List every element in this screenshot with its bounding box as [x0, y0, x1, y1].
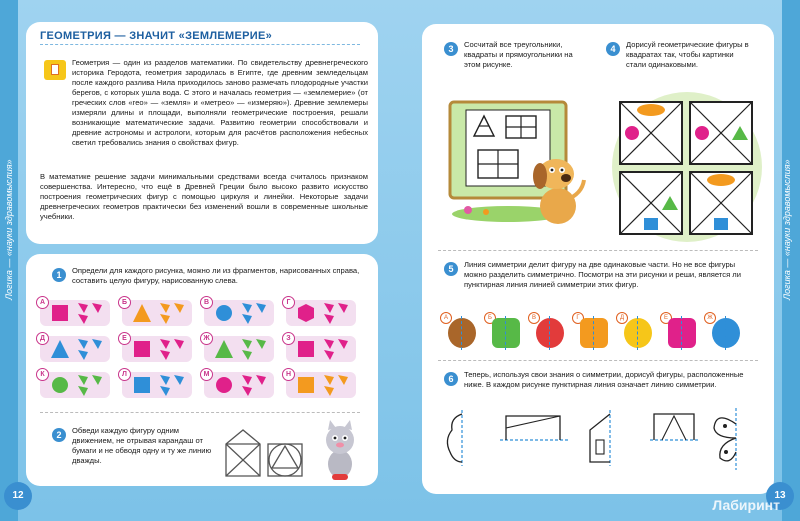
- task5-text: Линия симметрии делит фигуру на две одинаковые части. Но не все фигуры можно разделить симметрично. Посмотри на эти рисунки и реши, является ли пунктирная линия линией симметрии этих фигур.: [464, 260, 741, 289]
- tile-shapes: [122, 300, 192, 326]
- intro-paragraph-2: В математике решение задачи минимальными средствами всегда считалось признаком совершенства. Интересно, что ещё в Древней Греции было высоко развито искусство построения геометрических фигур с помощью циркуля и линейки. Некоторые задачи древнегреческих геометров практически без изменений вошли в современные школьные учебники.: [40, 172, 368, 221]
- tile-letter: М: [200, 368, 213, 381]
- page-number-left: 12: [4, 482, 32, 510]
- tile-letter: Ж: [200, 332, 213, 345]
- tile-letter: А: [36, 296, 49, 309]
- tile-shapes: [204, 300, 274, 326]
- sym-letter: Е: [660, 312, 672, 324]
- sym-figure: [536, 318, 564, 348]
- tile-letter: Б: [118, 296, 131, 309]
- sym-figure: [624, 318, 652, 348]
- right-side-label: Логика — «науки здравомыслия»: [782, 159, 792, 300]
- tile-shapes: [122, 336, 192, 362]
- sym-figure: [448, 318, 476, 348]
- sym-letter: А: [440, 312, 452, 324]
- intro-paragraph-1: Геометрия — один из разделов математики. По свидетельству древнегреческого историка Геродота, геометрия зародилась в Египте, где древним земледельцам после каждого разлива Нила приходилось заново размечать плодородные участки берегов, с которых ушла вода. С этого и началась геометрия — «землемерие» (от греческих слов «гео» — «земля» и «метрео» — «измеряю»). Древние землемеры измеряли длины и площади, выполняли геометрические построения, решали возникающие математические задачи. Развитию геометрии способствовали и древние астрономы и астрологи, которым для расчётов расположения небесных светил требовались знания о свойствах фигур.: [72, 58, 368, 147]
- task1-tile: [286, 336, 356, 362]
- symmetry-line: [505, 316, 506, 350]
- sym-figure: [712, 318, 740, 348]
- task1-tile: [122, 336, 192, 362]
- task1-tile: [40, 336, 110, 362]
- tile-shapes: [286, 300, 356, 326]
- page-number-right: 13: [766, 482, 794, 510]
- divider-right-1: [438, 250, 758, 251]
- task1-tile: [122, 372, 192, 398]
- task4-text: Дорисуй геометрические фигуры в квадратах так, чтобы картинки стали одинаковыми.: [626, 40, 749, 69]
- task1-tile: [204, 336, 274, 362]
- task1-tile: [122, 300, 192, 326]
- task6-number: 6: [444, 372, 458, 386]
- symmetry-line: [461, 316, 462, 350]
- task4-squares: [618, 100, 758, 240]
- task3-text: Сосчитай все треугольники, квадраты и прямоугольники на этом рисунке.: [464, 40, 573, 69]
- task6-text: Теперь, используя свои знания о симметрии, дорисуй фигуры, расположенные ниже. В каждом рисунке пунктирная линия означает линию симметрии.: [464, 370, 744, 389]
- sym-figure: [492, 318, 520, 348]
- task2-figures: [218, 422, 318, 482]
- task1-number: 1: [52, 268, 66, 282]
- cat-illustration: [314, 420, 366, 482]
- tile-letter: Н: [282, 368, 295, 381]
- sym-letter: Б: [484, 312, 496, 324]
- tile-letter: Д: [36, 332, 49, 345]
- right-page: [400, 0, 800, 521]
- left-side-label: Логика — «науки здравомыслия»: [4, 159, 14, 300]
- task1-tile: [286, 372, 356, 398]
- tile-letter: К: [36, 368, 49, 381]
- task1-tile: [40, 300, 110, 326]
- tile-letter: З: [282, 332, 295, 345]
- tile-shapes: [204, 336, 274, 362]
- tile-shapes: [40, 372, 110, 398]
- task4-number: 4: [606, 42, 620, 56]
- symmetry-line: [725, 316, 726, 350]
- tile-letter: Г: [282, 296, 295, 309]
- dog-illustration: [522, 150, 592, 230]
- tile-shapes: [40, 336, 110, 362]
- symmetry-line: [549, 316, 550, 350]
- tile-letter: Л: [118, 368, 131, 381]
- task1-text: Определи для каждого рисунка, можно ли из фрагментов, нарисованных справа, составить целую фигуру, нарисованную слева.: [72, 266, 360, 285]
- divider: [40, 412, 360, 413]
- sym-letter: В: [528, 312, 540, 324]
- task6-figures: [440, 400, 770, 480]
- tile-shapes: [286, 372, 356, 398]
- sym-letter: Д: [616, 312, 628, 324]
- symmetry-line: [681, 316, 682, 350]
- task1-tile: [40, 372, 110, 398]
- sym-letter: Ж: [704, 312, 716, 324]
- tile-shapes: [40, 300, 110, 326]
- task1-tile: [204, 300, 274, 326]
- tile-letter: Е: [118, 332, 131, 345]
- divider-right-2: [438, 360, 758, 361]
- symmetry-line: [593, 316, 594, 350]
- title-underline: [40, 44, 360, 45]
- tile-shapes: [204, 372, 274, 398]
- task2-text: Обведи каждую фигуру одним движением, не отрывая карандаш от бумаги и не обводя одну и ту же линию дважды.: [72, 426, 212, 465]
- tile-shapes: [122, 372, 192, 398]
- sym-figure: [668, 318, 696, 348]
- sym-letter: Г: [572, 312, 584, 324]
- symmetry-line: [637, 316, 638, 350]
- task2-number: 2: [52, 428, 66, 442]
- tile-letter: В: [200, 296, 213, 309]
- task1-tile: [204, 372, 274, 398]
- task1-tile: [286, 300, 356, 326]
- task5-number: 5: [444, 262, 458, 276]
- watermark: Лабиринт: [712, 497, 780, 513]
- note-icon: [44, 60, 66, 80]
- sym-figure: [580, 318, 608, 348]
- task3-number: 3: [444, 42, 458, 56]
- page-title: ГЕОМЕТРИЯ — ЗНАЧИТ «ЗЕМЛЕМЕРИЕ»: [40, 30, 273, 42]
- tile-shapes: [286, 336, 356, 362]
